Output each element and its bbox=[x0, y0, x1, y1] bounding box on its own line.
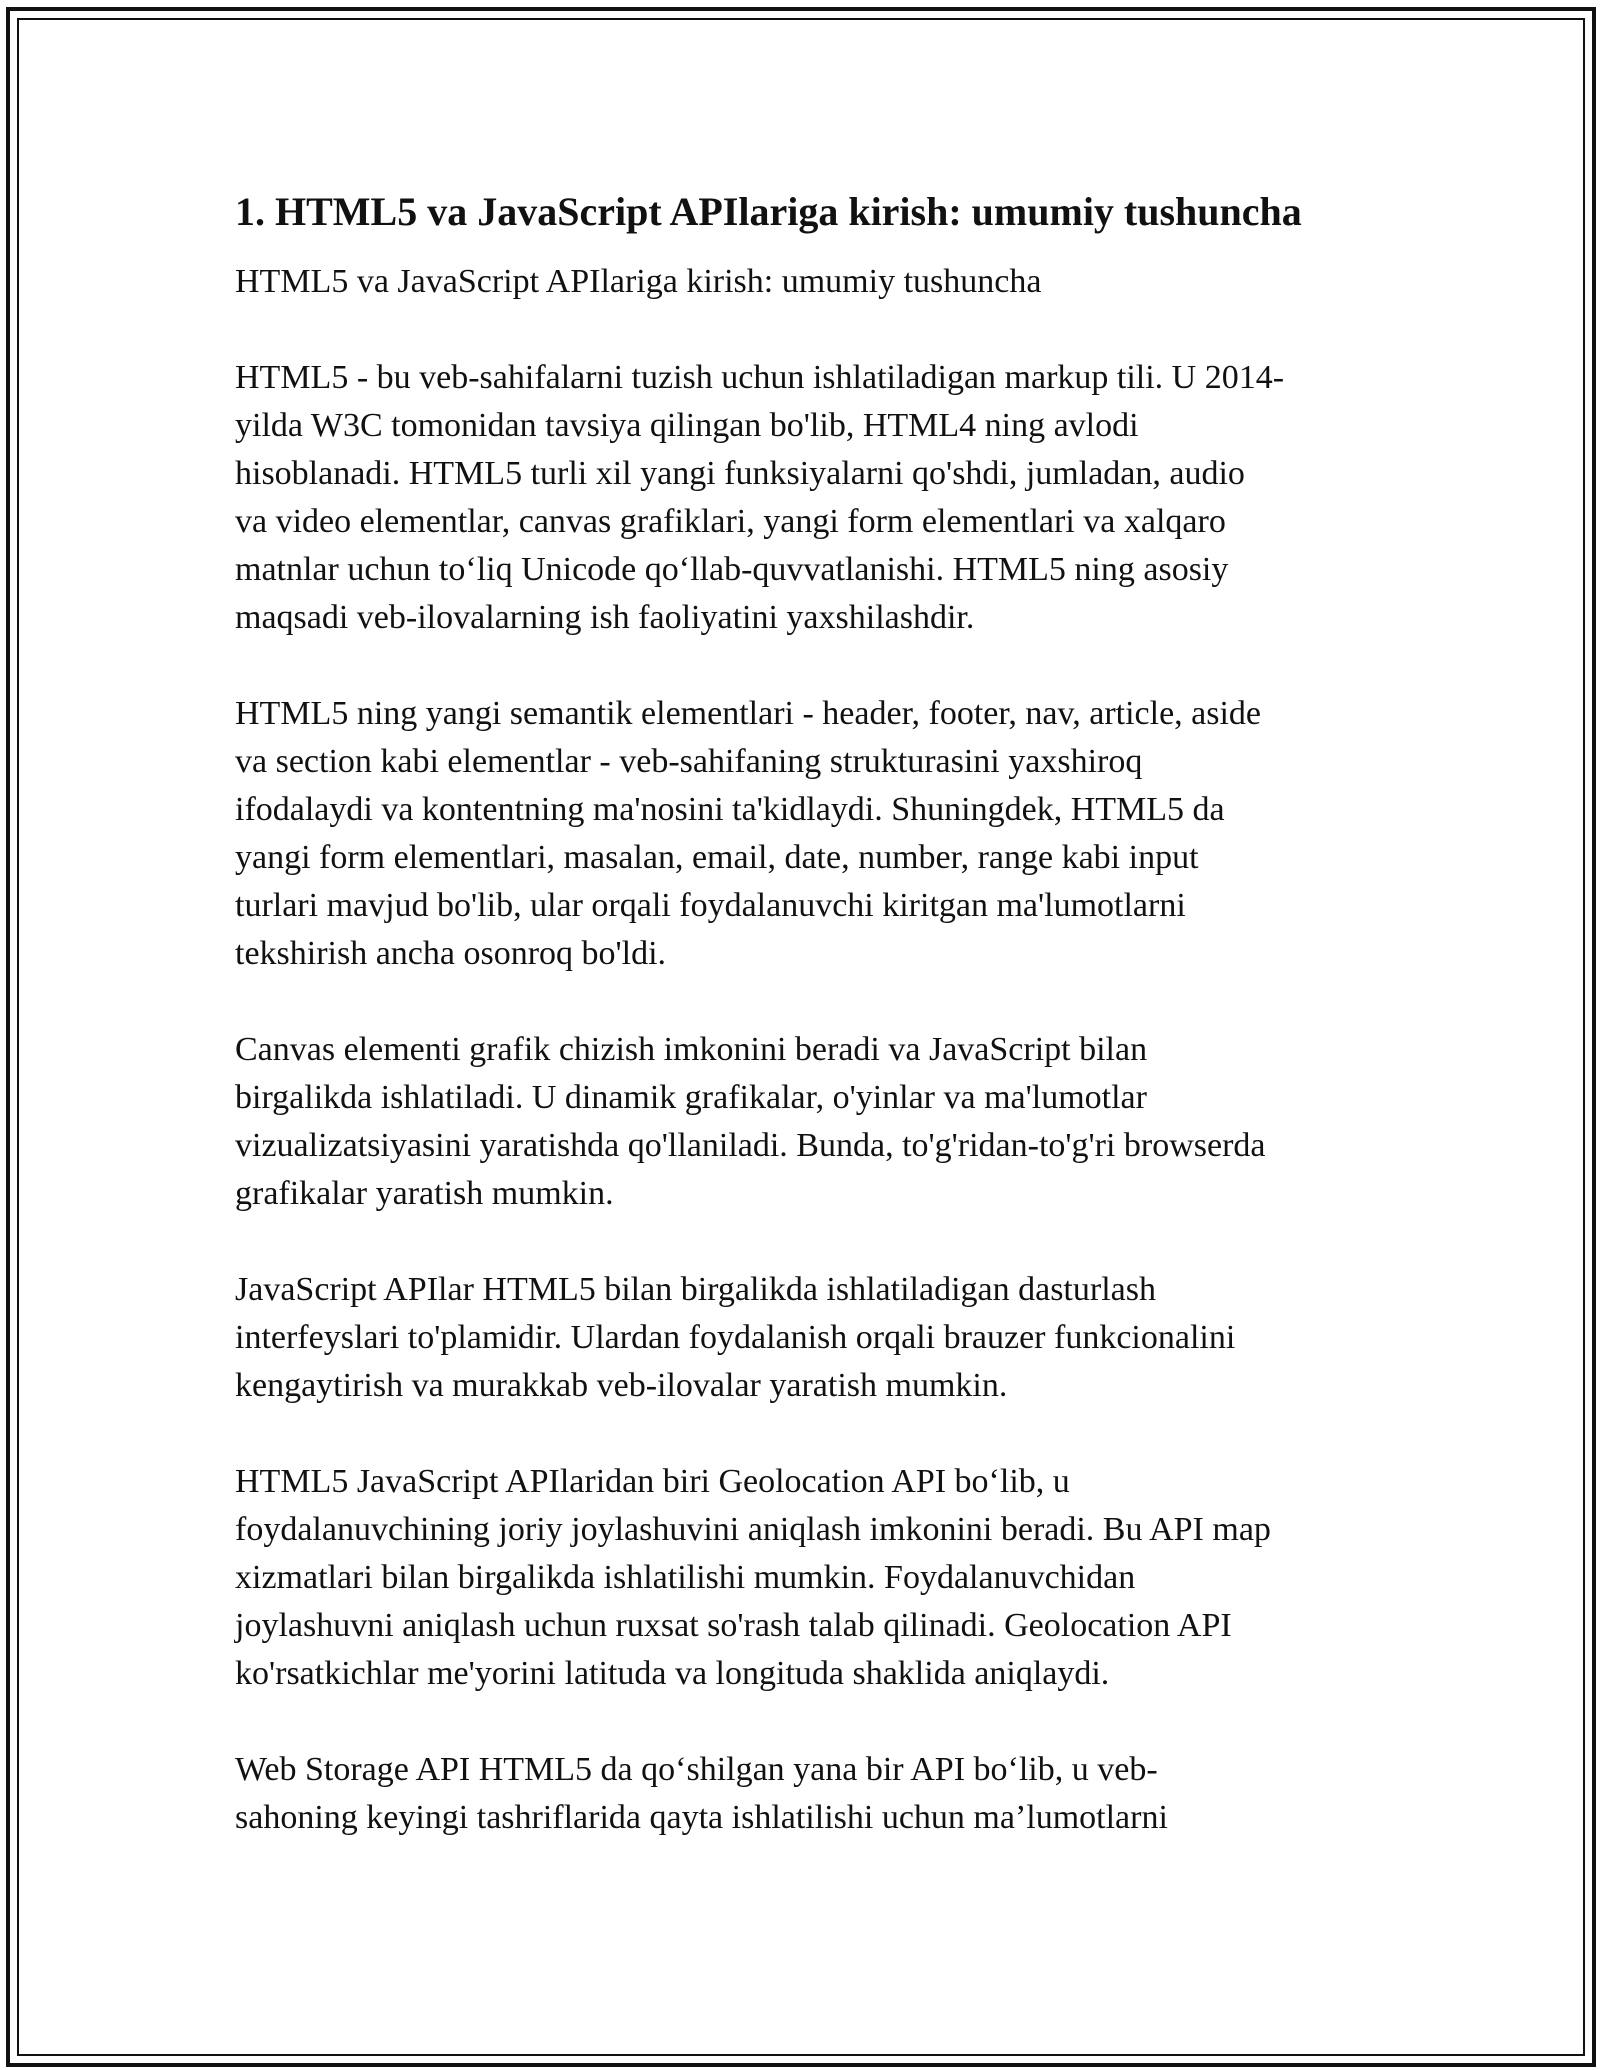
text-line: turlari mavjud bo'lib, ular orqali foydalanuvchi kiritgan ma'lumotlarni bbox=[235, 887, 1186, 924]
text-line: ifodalaydi va kontentning ma'nosini ta'kidlaydi. Shuningdek, HTML5 da bbox=[235, 791, 1225, 828]
text-line: HTML5 JavaScript APIlaridan biri Geolocation API bo‘lib, u bbox=[235, 1463, 1070, 1500]
paragraph-semantic-elements bbox=[235, 690, 1375, 978]
text-line: Web Storage API HTML5 da qo‘shilgan yana bir API bo‘lib, u veb- bbox=[235, 1751, 1158, 1788]
paragraph-html5-intro bbox=[235, 354, 1375, 642]
text-line: vizualizatsiyasini yaratishda qo'llaniladi. Bunda, to'g'ridan-to'g'ri browserda bbox=[235, 1127, 1266, 1164]
paragraph-canvas bbox=[235, 1026, 1375, 1218]
text-line: foydalanuvchining joriy joylashuvini aniqlash imkonini beradi. Bu API map bbox=[235, 1511, 1271, 1548]
text-line: xizmatlari bilan birgalikda ishlatilishi mumkin. Foydalanuvchidan bbox=[235, 1559, 1136, 1596]
paragraph-geolocation bbox=[235, 1458, 1375, 1698]
text-line: birgalikda ishlatiladi. U dinamik grafikalar, o'yinlar va ma'lumotlar bbox=[235, 1079, 1147, 1116]
text-line: tekshirish ancha osonroq bo'ldi. bbox=[235, 935, 667, 972]
text-line: maqsadi veb-ilovalarning ish faoliyatini yaxshilashdir. bbox=[235, 599, 975, 636]
text-line: Canvas elementi grafik chizish imkonini beradi va JavaScript bilan bbox=[235, 1031, 1148, 1068]
paragraph-javascript-apis bbox=[235, 1266, 1375, 1410]
section-subtitle: HTML5 va JavaScript APIlariga kirish: umumiy tushuncha bbox=[235, 263, 1042, 300]
paragraph-web-storage bbox=[235, 1746, 1375, 1842]
text-line: ko'rsatkichlar me'yorini latituda va longituda shaklida aniqlaydi. bbox=[235, 1655, 1110, 1692]
text-line: kengaytirish va murakkab veb-ilovalar yaratish mumkin. bbox=[235, 1367, 1008, 1404]
text-line: JavaScript APIlar HTML5 bilan birgalikda ishlatiladigan dasturlash bbox=[235, 1271, 1156, 1308]
text-line: HTML5 ning yangi semantik elementlari - header, footer, nav, article, aside bbox=[235, 695, 1262, 732]
section-title: 1. HTML5 va JavaScript APIlariga kirish: umumiy tushuncha bbox=[235, 189, 1302, 234]
text-line: HTML5 - bu veb-sahifalarni tuzish uchun ishlatiladigan markup tili. U 2014- bbox=[235, 359, 1285, 396]
text-line: sahoning keyingi tashriflarida qayta ishlatilishi uchun ma’lumotlarni bbox=[235, 1799, 1168, 1836]
text-line: va section kabi elementlar - veb-sahifaning strukturasini yaxshiroq bbox=[235, 743, 1143, 780]
text-line: hisoblanadi. HTML5 turli xil yangi funksiyalarni qo'shdi, jumladan, audio bbox=[235, 455, 1245, 492]
document-body bbox=[235, 186, 1375, 1890]
text-line: va video elementlar, canvas grafiklari, yangi form elementlari va xalqaro bbox=[235, 503, 1226, 540]
text-line: interfeyslari to'plamidir. Ulardan foydalanish orqali brauzer funkcionalini bbox=[235, 1319, 1236, 1356]
text-line: joylashuvni aniqlash uchun ruxsat so'rash talab qilinadi. Geolocation API bbox=[235, 1607, 1232, 1644]
text-line: yangi form elementlari, masalan, email, date, number, range kabi input bbox=[235, 839, 1199, 876]
text-line: grafikalar yaratish mumkin. bbox=[235, 1175, 614, 1212]
text-line: yilda W3C tomonidan tavsiya qilingan bo'lib, HTML4 ning avlodi bbox=[235, 407, 1139, 444]
text-line: matnlar uchun to‘liq Unicode qo‘llab-quvvatlanishi. HTML5 ning asosiy bbox=[235, 551, 1229, 588]
